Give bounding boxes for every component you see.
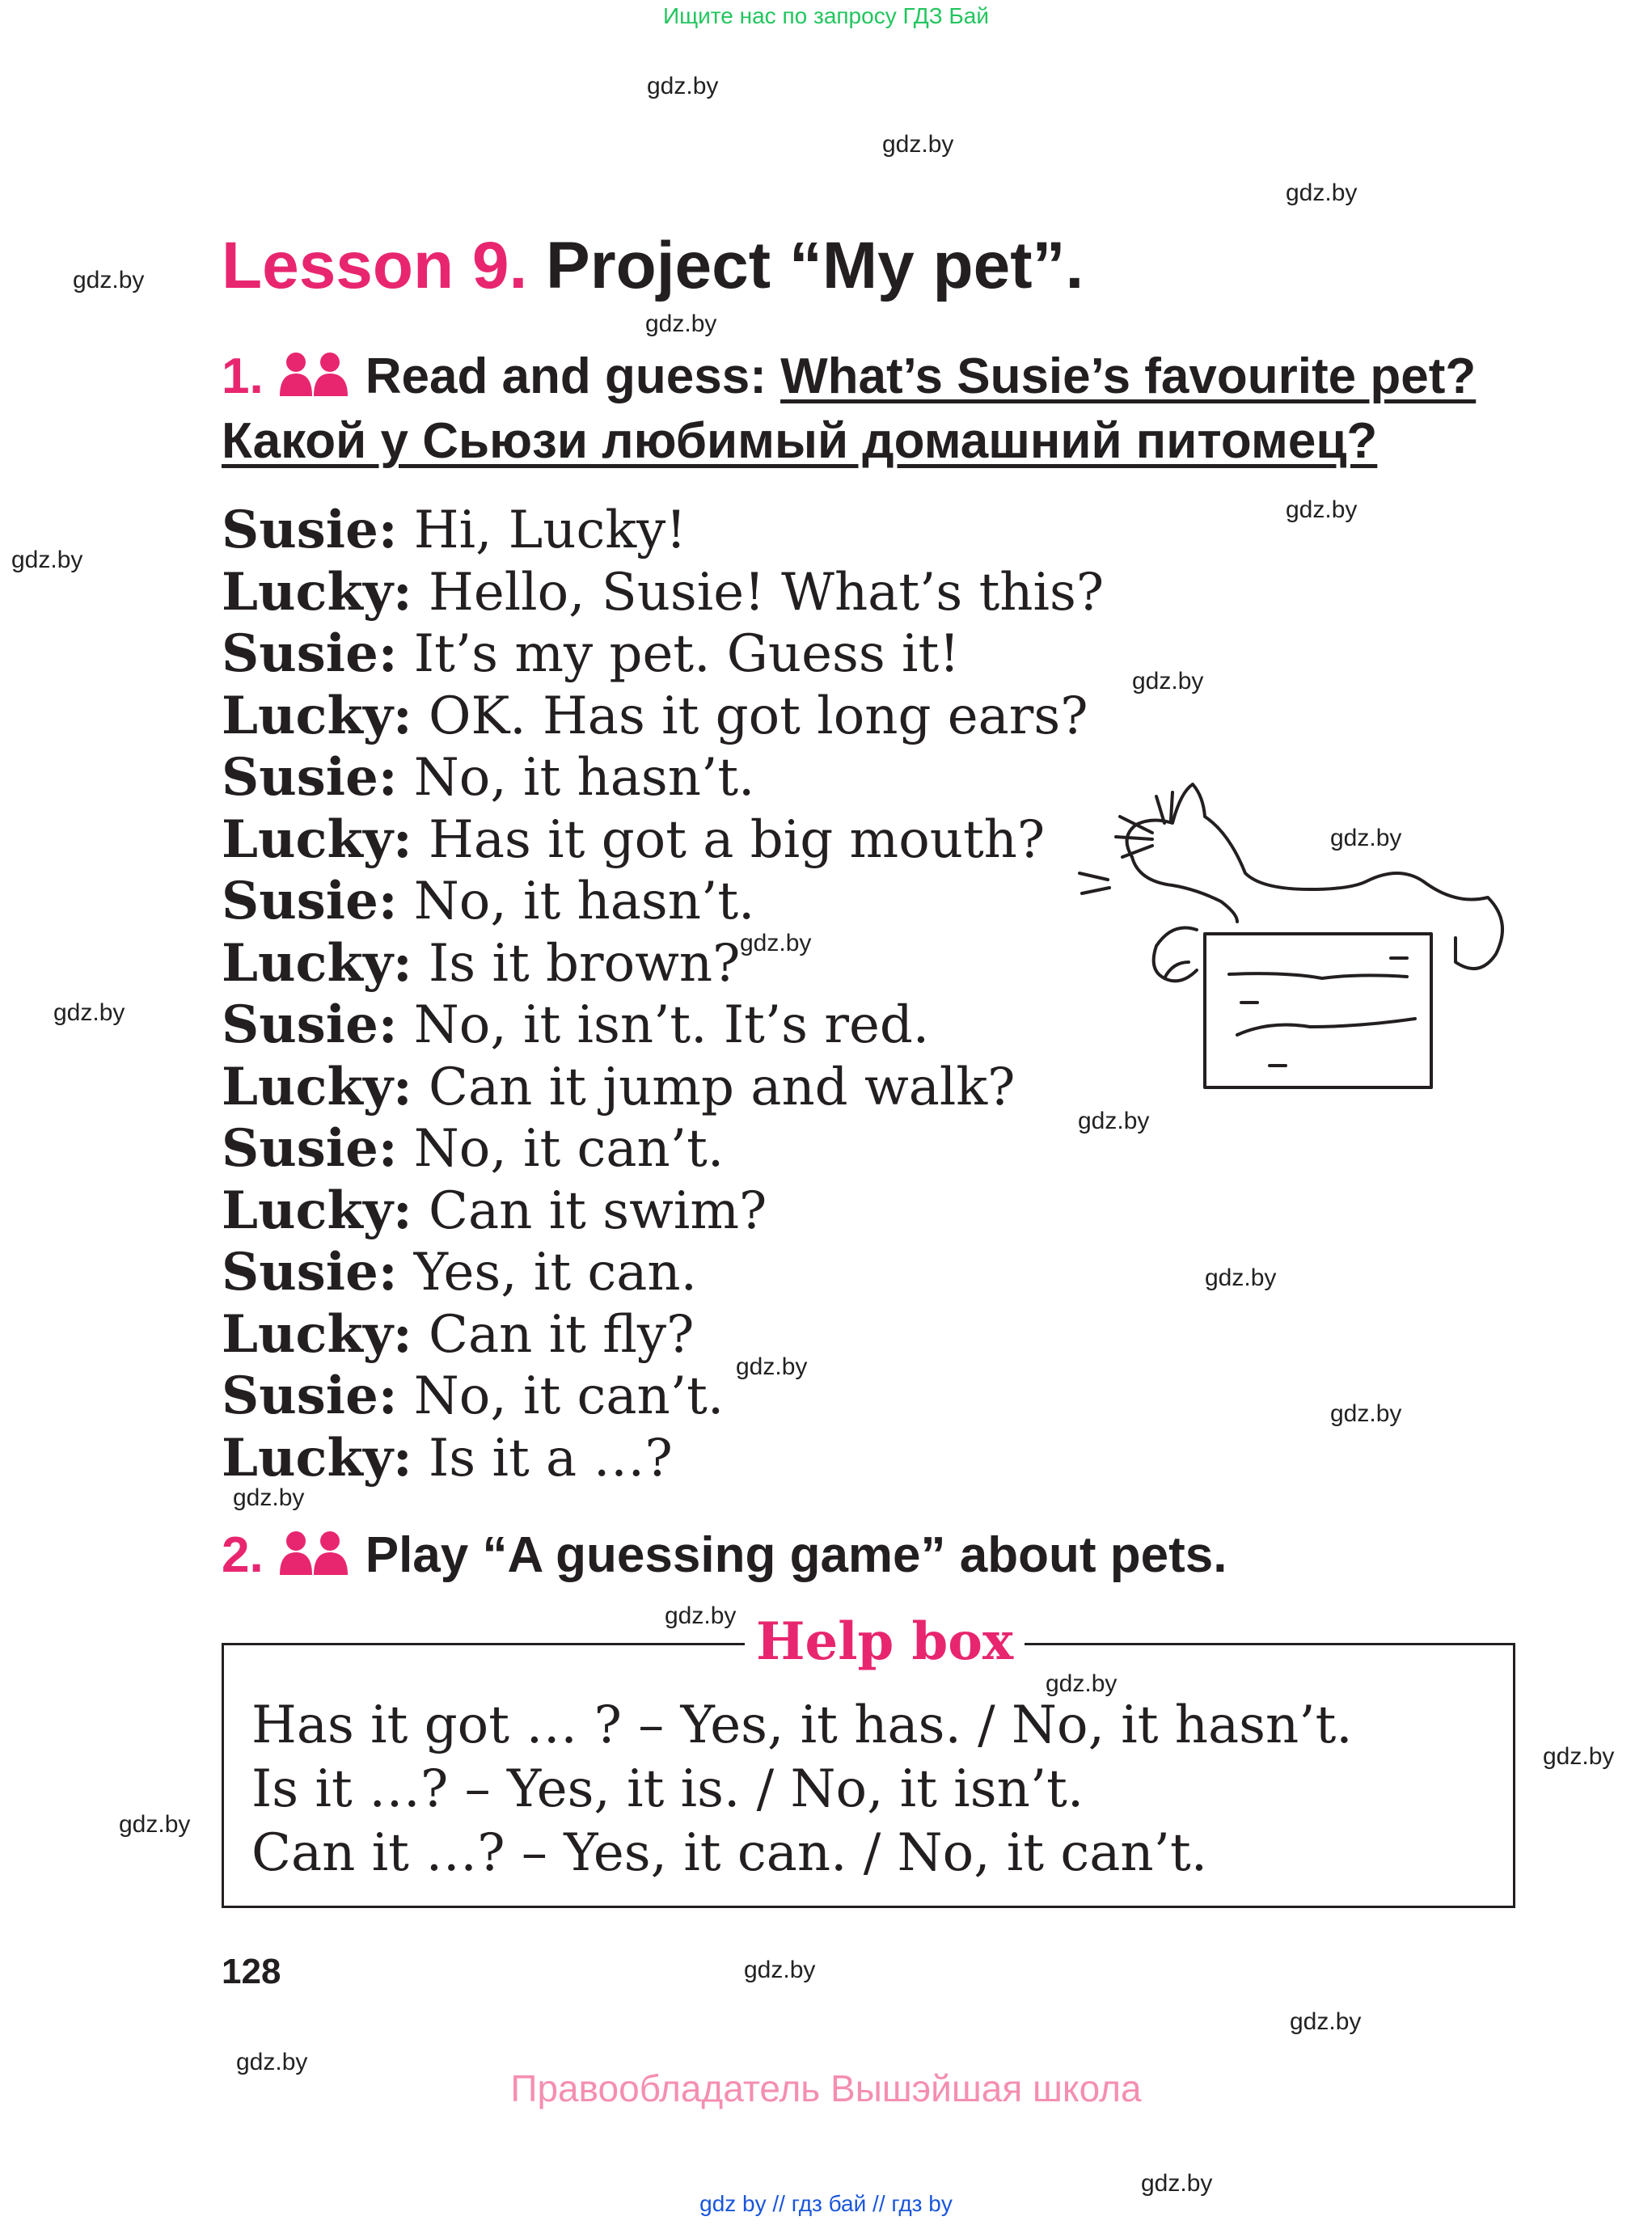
speaker: Susie:: [222, 871, 398, 931]
page-number: 128: [222, 1952, 281, 1991]
help-box-lines: [251, 1694, 1353, 1885]
dialogue-line: [222, 1118, 1104, 1180]
line-text: Can it swim?: [412, 1180, 767, 1241]
dialogue-line: [222, 1180, 1104, 1243]
watermark: gdz.by: [1132, 668, 1204, 695]
dialogue-line: [222, 933, 1104, 995]
line-text: Can it fly?: [412, 1304, 695, 1365]
help-box-title: Help box: [745, 1611, 1025, 1672]
line-text: Is it a …?: [412, 1428, 673, 1488]
speaker: Lucky:: [222, 1303, 412, 1365]
line-text: OK. Has it got long ears?: [412, 686, 1088, 746]
dialogue-line: [222, 994, 1104, 1057]
dialogue-line: [222, 809, 1104, 872]
line-text: Yes, it can.: [397, 1243, 697, 1302]
dialogue-line: [222, 871, 1104, 933]
lesson-name: Project “My pet”.: [546, 229, 1084, 302]
speaker: Susie:: [222, 1118, 398, 1179]
watermark: gdz.by: [1286, 496, 1358, 523]
watermark: gdz.by: [744, 1957, 816, 1983]
people-pair-icon: [280, 351, 348, 410]
watermark: gdz.by: [1286, 179, 1358, 206]
task-instruction: Read and guess:: [365, 348, 767, 404]
speaker: Susie:: [222, 747, 398, 808]
watermark: gdz.by: [119, 1811, 191, 1838]
watermark: gdz.by: [53, 999, 125, 1026]
help-line: Has it got … ? – Yes, it has. / No, it hasn’t.: [251, 1695, 1353, 1755]
line-text: No, it can’t.: [397, 1119, 725, 1179]
line-text: No, it can’t.: [397, 1366, 725, 1426]
watermark: gdz.by: [736, 1353, 808, 1380]
watermark: gdz.by: [1141, 2170, 1213, 2197]
speaker: Lucky:: [222, 561, 412, 623]
help-line: Can it …? – Yes, it can. / No, it can’t.: [251, 1823, 1208, 1883]
speaker: Lucky:: [222, 1180, 412, 1241]
speaker: Susie:: [222, 1242, 398, 1302]
top-banner[interactable]: Ищите нас по запросу ГДЗ Бай: [662, 3, 990, 28]
watermark: gdz.by: [645, 310, 717, 337]
dialogue-line: [222, 747, 1104, 809]
task-number: 2.: [222, 1527, 264, 1583]
dialogue-line: [222, 1304, 1104, 1366]
dialogue-line: [222, 1366, 1104, 1428]
watermark: gdz.by: [73, 267, 145, 293]
task-1-heading: [222, 348, 1476, 410]
watermark: gdz.by: [1290, 2008, 1362, 2035]
watermark: gdz.by: [236, 2049, 308, 2075]
watermark: gdz.by: [1046, 1670, 1118, 1697]
line-text: It’s my pet. Guess it!: [397, 624, 960, 684]
task-2-heading: [222, 1526, 1227, 1589]
speaker: Lucky:: [222, 809, 412, 870]
dialogue-line: [222, 623, 1104, 686]
cat-drawing: [1075, 760, 1512, 1116]
people-pair-icon: [280, 1530, 348, 1589]
watermark: gdz.by: [1330, 1400, 1402, 1427]
line-text: Can it jump and walk?: [412, 1057, 1016, 1117]
speaker: Susie:: [222, 1366, 398, 1426]
task-question-ru: Какой у Сьюзи любимый домашний питомец?: [222, 413, 1378, 469]
line-text: Hi, Lucky!: [397, 500, 687, 560]
line-text: No, it hasn’t.: [397, 748, 755, 808]
watermark: gdz.by: [11, 547, 83, 573]
watermark: gdz.by: [1330, 825, 1402, 851]
footer-links[interactable]: gdz by // гдз бай // гдз by: [699, 2191, 953, 2216]
task-1-question-ru-line: [222, 412, 1377, 470]
copyright-text: Правообладатель Вышэйшая школа: [510, 2067, 1142, 2109]
help-line: Is it …? – Yes, it is. / No, it isn’t.: [251, 1759, 1084, 1819]
task-instruction: Play “A guessing game” about pets.: [365, 1527, 1227, 1583]
task-number: 1.: [222, 348, 264, 404]
line-text: No, it hasn’t.: [397, 872, 755, 931]
lesson-title: [222, 228, 1084, 304]
dialogue-line: [222, 500, 1104, 562]
speaker: Lucky:: [222, 685, 412, 746]
speaker: Susie:: [222, 500, 398, 560]
line-text: Hello, Susie! What’s this?: [412, 562, 1105, 623]
watermark: gdz.by: [647, 73, 719, 99]
speaker: Susie:: [222, 623, 398, 684]
speaker: Susie:: [222, 994, 398, 1055]
task-question-en: What’s Susie’s favourite pet?: [780, 348, 1477, 404]
lesson-number: Lesson 9.: [222, 229, 528, 302]
watermark: gdz.by: [665, 1602, 737, 1629]
line-text: Has it got a big mouth?: [412, 809, 1046, 870]
speaker: Lucky:: [222, 1056, 412, 1117]
speaker: Lucky:: [222, 1427, 412, 1488]
line-text: No, it isn’t. It’s red.: [397, 995, 930, 1055]
watermark: gdz.by: [1543, 1743, 1615, 1770]
dialogue-line: [222, 1057, 1104, 1119]
dialogue-line: [222, 562, 1104, 624]
dialogue-line: [222, 686, 1104, 748]
dialogue: [222, 500, 1104, 1489]
dialogue-line: [222, 1242, 1104, 1304]
watermark: gdz.by: [233, 1484, 305, 1511]
watermark: gdz.by: [740, 930, 812, 956]
watermark: gdz.by: [1078, 1108, 1150, 1134]
dialogue-line: [222, 1428, 1104, 1490]
watermark: gdz.by: [882, 131, 954, 158]
speaker: Lucky:: [222, 932, 412, 994]
line-text: Is it brown?: [412, 933, 741, 994]
watermark: gdz.by: [1205, 1264, 1277, 1291]
